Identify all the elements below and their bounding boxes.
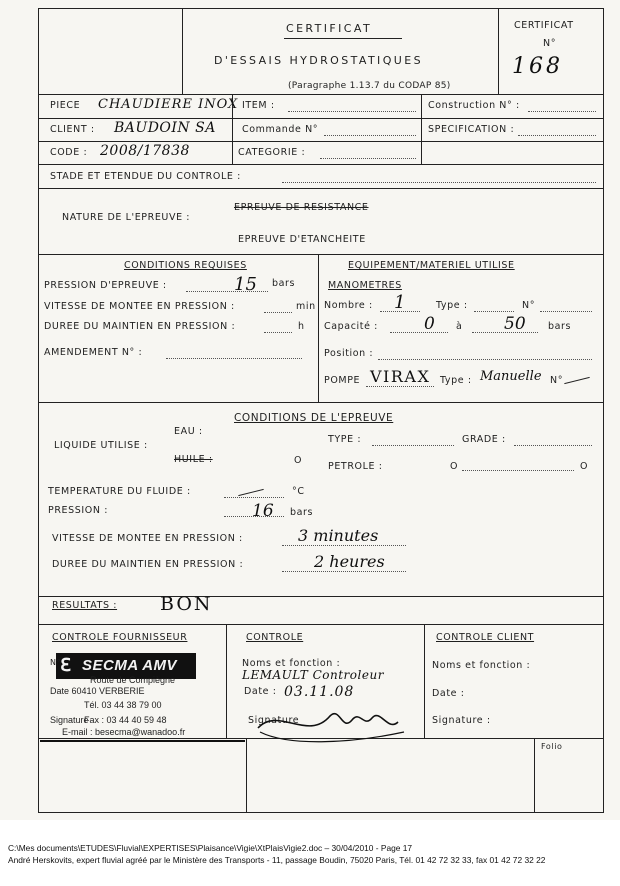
controle-date-label: Date :: [244, 686, 277, 697]
controle-signature: [248, 698, 418, 748]
certificate-number-value: 168: [512, 54, 563, 79]
fournisseur-tel: Tél. 03 44 38 79 00: [84, 700, 162, 710]
nombre-value: 1: [394, 292, 406, 313]
pompe-value: VIRAX: [370, 367, 431, 386]
position-label: Position :: [324, 348, 374, 359]
liquide-grade-label: GRADE :: [462, 434, 506, 445]
pression-epreuve-actual-value: 16: [252, 501, 274, 521]
capacite-min-value: 0: [424, 314, 435, 334]
petrole-mark-2: O: [580, 461, 589, 472]
secma-logo-text: SECMA AMV: [82, 657, 178, 674]
piece-value: CHAUDIERE INOX: [98, 97, 239, 112]
capacite-max-value: 50: [504, 314, 526, 334]
pression-epreuve-value: 15: [234, 274, 257, 295]
controle-date-value: 03.11.08: [284, 684, 355, 700]
footer-expert-info: André Herskovits, expert fluvial agréé par le Ministère des Transports - 11, passage Boudin, 75020 Paris, Tél. 01 42 72 32 33, fax 01 42 72 32 22: [8, 855, 546, 865]
fournisseur-email: E-mail : besecma@wanadoo.fr: [62, 727, 186, 737]
pompe-type-value: Manuelle: [480, 369, 542, 384]
controle-fournisseur-heading: CONTROLE FOURNISSEUR: [52, 632, 188, 643]
vitesse-montee-unit: min: [296, 301, 316, 312]
controle-signature-label: Signature: [248, 715, 300, 726]
client-value: BAUDOIN SA: [114, 120, 216, 136]
pompe-no-label: N°: [550, 375, 564, 386]
huile-mark: O: [294, 455, 303, 466]
certificate-form: [38, 8, 604, 813]
certificate-number-sign: N°: [543, 38, 557, 49]
construction-label: Construction N° :: [428, 100, 520, 111]
fournisseur-address-2: Date 60410 VERBERIE: [50, 686, 145, 696]
stade-label: STADE ET ETENDUE DU CONTROLE :: [50, 171, 241, 182]
liquide-type-label: TYPE :: [328, 434, 362, 445]
eau-label: EAU :: [174, 426, 203, 437]
certificate-number-label: CERTIFICAT: [514, 20, 574, 31]
duree-maintien-unit: h: [298, 321, 305, 332]
vitesse-montee-label: VITESSE DE MONTEE EN PRESSION :: [44, 301, 235, 312]
nature-label: NATURE DE L'EPREUVE :: [62, 212, 191, 223]
controle-client-heading: CONTROLE CLIENT: [436, 632, 535, 643]
pompe-type-label: Type :: [440, 375, 472, 386]
pompe-no-dash: [564, 377, 589, 384]
equipement-heading: EQUIPEMENT/MATERIEL UTILISE: [348, 260, 515, 271]
pression-epreuve-unit: bars: [272, 278, 296, 289]
folio-label: Folio: [541, 742, 563, 751]
pression-epreuve-actual-label: PRESSION :: [48, 505, 108, 516]
secma-logo-icon: ℇ: [60, 655, 72, 675]
controle-noms-label: Noms et fonction :: [242, 658, 341, 669]
temperature-unit: °C: [292, 486, 305, 497]
duree-actual-value: 2 heures: [314, 552, 385, 571]
codap-reference: (Paragraphe 1.13.7 du CODAP 85): [288, 81, 451, 91]
manometre-no-label: N°: [522, 300, 536, 311]
code-value: 2008/17838: [100, 143, 190, 159]
capacite-a-label: à: [456, 321, 463, 332]
fournisseur-signature-label: Signature: [50, 715, 89, 725]
petrole-mark-1: O: [450, 461, 459, 472]
capacite-unit: bars: [548, 321, 572, 332]
fournisseur-address-1: Route de Compiègne: [90, 675, 176, 685]
title-line-2: D'ESSAIS HYDROSTATIQUES: [214, 54, 423, 67]
liquide-utilise-label: LIQUIDE UTILISE :: [54, 440, 148, 451]
title-line-1: CERTIFICAT: [286, 22, 373, 35]
controle-client-signature-label: Signature :: [432, 715, 491, 726]
controle-heading: CONTROLE: [246, 632, 304, 643]
pression-epreuve-actual-unit: bars: [290, 507, 314, 518]
controle-noms-value: LEMAULT Controleur: [242, 668, 384, 682]
temperature-label: TEMPERATURE DU FLUIDE :: [48, 486, 191, 497]
controle-client-noms-label: Noms et fonction :: [432, 660, 531, 671]
bottom-box-heavy-rule: [40, 740, 245, 742]
piece-label: PIECE: [50, 100, 81, 111]
conditions-epreuve-heading: CONDITIONS DE L'EPREUVE: [234, 412, 394, 424]
commande-label: Commande N°: [242, 124, 319, 135]
item-label: ITEM :: [242, 100, 275, 111]
conditions-requises-heading: CONDITIONS REQUISES: [124, 260, 247, 271]
vitesse-actual-value: 3 minutes: [298, 526, 379, 545]
temperature-dash: [238, 489, 263, 496]
nature-option-etancheite: EPREUVE D'ETANCHEITE: [238, 234, 366, 245]
vitesse-actual-label: VITESSE DE MONTEE EN PRESSION :: [52, 533, 243, 544]
manometres-label: MANOMETRES: [328, 280, 402, 291]
controle-client-date-label: Date :: [432, 688, 465, 699]
duree-actual-label: DUREE DU MAINTIEN EN PRESSION :: [52, 559, 244, 570]
resultats-label: RESULTATS :: [52, 600, 118, 611]
capacite-label: Capacité :: [324, 321, 378, 332]
petrole-label: PETROLE :: [328, 461, 383, 472]
specification-label: SPECIFICATION :: [428, 124, 515, 135]
footer-path: C:\Mes documents\ETUDES\Fluvial\EXPERTISES\Plaisance\Vigie\XtPlaisVigie2.doc – 30/04/2010 - Page 17: [8, 843, 413, 853]
duree-maintien-label: DUREE DU MAINTIEN EN PRESSION :: [44, 321, 236, 332]
fournisseur-no-label: N°: [50, 658, 62, 667]
categorie-label: CATEGORIE :: [238, 147, 306, 158]
manometre-type-label: Type :: [436, 300, 468, 311]
code-label: CODE :: [50, 147, 88, 158]
huile-label: HUILE :: [174, 454, 213, 465]
fournisseur-fax: Fax : 03 44 40 59 48: [84, 715, 167, 725]
resultats-value: BON: [160, 593, 213, 615]
pression-epreuve-label: PRESSION D'EPREUVE :: [44, 280, 167, 291]
client-label: CLIENT :: [50, 124, 95, 135]
nature-option-resistance: EPREUVE DE RESISTANCE: [234, 202, 369, 213]
nombre-label: Nombre :: [324, 300, 373, 311]
amendement-label: AMENDEMENT N° :: [44, 347, 143, 358]
pompe-label: POMPE: [324, 375, 361, 386]
